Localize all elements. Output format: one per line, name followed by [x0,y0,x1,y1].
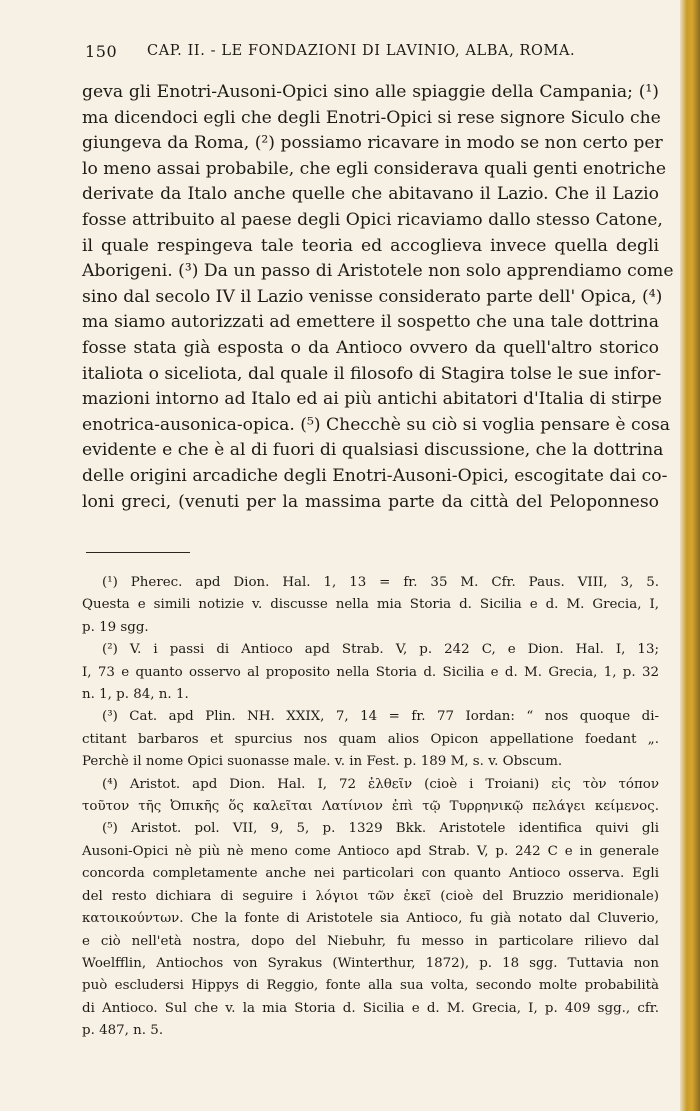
body-line: derivate da Italo anche quelle che abitavano il Lazio. Che il Lazio [82,184,659,205]
body-line: fosse stata già esposta o da Antioco ovvero da quell'altro storico [82,337,659,358]
footnote-1: (¹) Pherec. apd Dion. Hal. 1, 13 = fr. 35 M. Cfr. Paus. VIII, 3, 5. [102,575,659,590]
footnote-line: τοῦτον τῆς Ὀπικῆς ὅς καλεῖται Λατίνιον ἐπὶ τῷ Τυρρηνικῷ πελάγει κείμενος. [82,799,659,815]
footnote-4: (⁴) Aristot. apd Dion. Hal. I, 72 ἐλθεῖν (cioè i Troiani) εἰς τὸν τόπον [102,776,659,792]
footnote-line: concorda completamente anche nei particolari con quanto Antioco osserva. Egli [82,866,659,882]
footnote-line: Ausoni-Opici nè più nè meno come Antioco apd Strab. V, p. 242 C e in generale [82,843,659,859]
footnote-line: Questa e simili notizie v. discusse nella mia Storia d. Sicilia e d. M. Grecia, I, [82,597,659,613]
body-line: ma siamo autorizzati ad emettere il sospetto che una tale dottrina [82,312,659,333]
footnote-line: del resto dichiara di seguire i λόγιοι τῶν ἐκεῖ (cioè del Bruzzio meridionale) [82,888,659,904]
body-line: geva gli Enotri-Ausoni-Opici sino alle spiaggie della Campania; (¹) [82,82,659,102]
main-text [82,80,674,515]
footnote-line: n. 1, p. 84, n. 1. [82,687,189,703]
footnote-3: (³) Cat. apd Plin. NH. XXIX, 7, 14 = fr. 77 Iordan: “ nos quoque di- [102,709,659,725]
footnote-separator [86,552,190,553]
footnote-line: Woelfflin, Antiochos von Syrakus (Winterthur, 1872), p. 18 sgg. Tuttavia non [82,955,659,971]
footnote-line: di Antioco. Sul che v. la mia Storia d. Sicilia e d. M. Grecia, I, p. 409 sgg., cfr. [82,1000,659,1016]
page-number: 150 [85,42,118,61]
footnote-line: p. 19 sgg. [82,619,149,635]
footnote-5: (⁵) Aristot. pol. VII, 9, 5, p. 1329 Bkk. Aristotele identifica quivi gli [102,821,659,837]
body-line: italiota o siceliota, dal quale il filosofo di Stagira tolse le sue infor- [82,363,662,384]
body-line: enotrica-ausonica-opica. (⁵) Checchè su ciò si voglia pensare è cosa [82,414,671,435]
footnote-line: ctitant barbaros et spurcius nos quam alios Opicon appellatione foedant „. [82,731,659,747]
body-line: Aborigeni. (³) Da un passo di Aristotele non solo apprendiamo come [82,261,674,282]
footnote-line: Perchè il nome Opici suonasse male. v. in Fest. p. 189 M, s. v. Obscum. [82,754,563,770]
body-line: loni greci, (venuti per la massima parte da città del Peloponneso [82,491,659,512]
body-line: delle origini arcadiche degli Enotri-Ausoni-Opici, escogitate dai co- [82,465,668,486]
body-line: il quale respingeva tale teoria ed accoglieva invece quella degli [82,235,659,256]
body-line: evidente e che è al di fuori di qualsiasi discussione, che la dottrina [82,440,664,461]
footnote-line: può escludersi Hippys di Reggio, fonte alla sua volta, secondo molte probabilità [82,978,659,994]
page-header [85,42,660,66]
footnote-2: (²) V. i passi di Antioco apd Strab. V, p. 242 C, e Dion. Hal. I, 13; [102,642,659,658]
footnote-line: p. 487, n. 5. [82,1023,164,1039]
body-line: sino dal secolo IV il Lazio venisse considerato parte dell' Opica, (⁴) [82,286,663,307]
footnotes [82,572,659,1043]
body-line: mazioni intorno ad Italo ed ai più antichi abitatori d'Italia di stirpe [82,389,662,410]
book-spine-edge [680,0,700,1111]
body-line: fosse attribuito al paese degli Opici ricaviamo dallo stesso Catone, [82,209,663,230]
body-line: lo meno assai probabile, che egli considerava quali genti enotriche [82,158,667,179]
body-line: giungeva da Roma, (²) possiamo ricavare in modo se non certo per [82,133,663,154]
body-line: ma dicendoci egli che degli Enotri-Opici si rese signore Siculo che [82,107,661,128]
footnote-line: e ciò nell'età nostra, dopo del Niebuhr, fu messo in particolare rilievo dal [82,933,659,949]
footnote-line: κατοικούντων. Che la fonte di Aristotele sia Antioco, fu già notato dal Cluverio, [82,911,659,927]
footnote-line: I, 73 e quanto osservo al proposito nella Storia d. Sicilia e d. M. Grecia, 1, p. 32 [82,664,659,680]
running-title: CAP. II. - LE FONDAZIONI DI LAVINIO, ALBA, ROMA. [147,43,576,59]
